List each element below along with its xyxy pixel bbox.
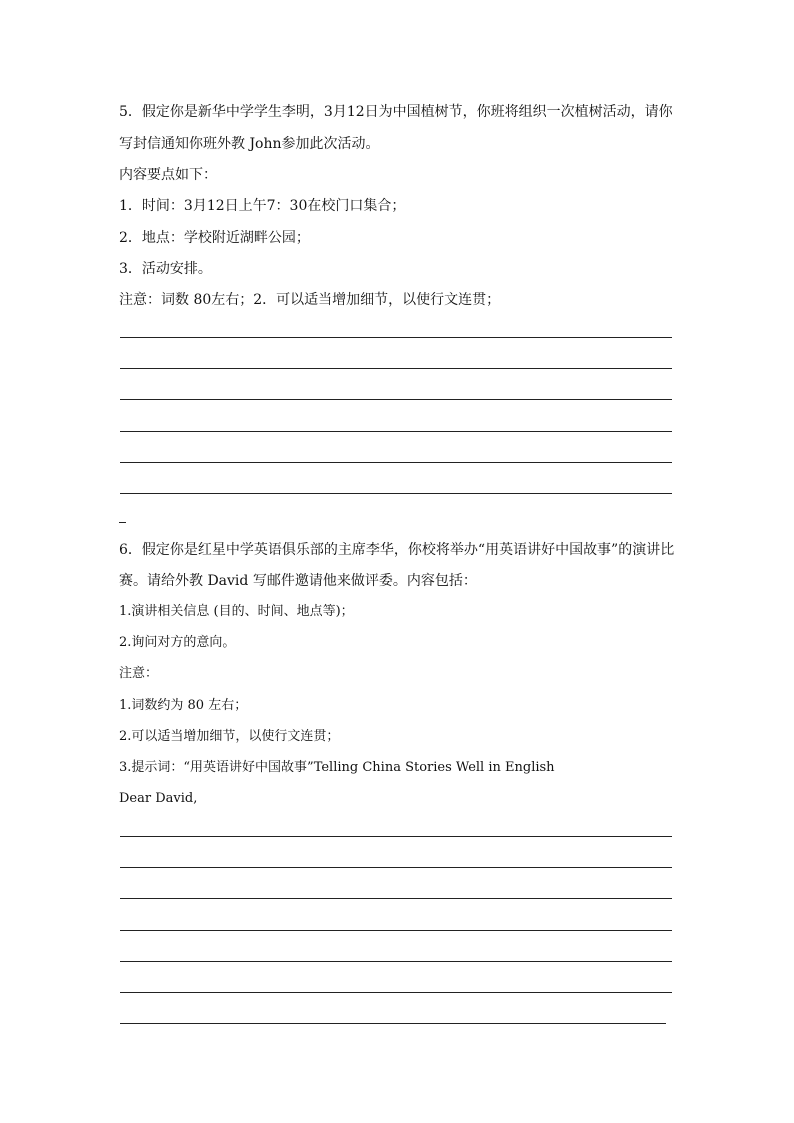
q6-answer-line[interactable] [120,836,672,837]
q6-answer-line[interactable] [120,1023,666,1024]
q6-answer-line[interactable] [120,930,672,931]
q5-answer-line[interactable] [120,431,672,432]
q5-answer-line[interactable] [120,337,672,338]
q6-salutation: Dear David, [119,791,198,806]
q5-answer-line[interactable] [120,462,672,463]
q5-prompt-line-1: 5．假定你是新华中学学生李明，3月12日为中国植树节，你班将组织一次植树活动，请你 [119,104,673,120]
q6-prompt-line-1: 6．假定你是红星中学英语俱乐部的主席李华，你校将举办“用英语讲好中国故事”的演讲比 [119,542,675,558]
q6-answer-line[interactable] [120,898,672,899]
q6-note-hint-words: 3.提示词：“用英语讲好中国故事”Telling China Stories Well in English [119,760,555,775]
separator-dash [119,522,126,523]
q6-item-ask-intention: 2.询问对方的意向。 [119,635,236,650]
q5-points-header: 内容要点如下： [119,167,217,183]
q5-point-time: 1．时间：3月12日上午7：30在校门口集合； [119,198,406,214]
q5-point-arrangement: 3．活动安排。 [119,261,212,277]
q5-prompt-line-2: 写封信通知你班外教 John参加此次活动。 [119,136,380,152]
q6-answer-line[interactable] [120,961,672,962]
q5-point-place: 2．地点：学校附近湖畔公园； [119,230,310,246]
q6-note-details: 2.可以适当增加细节，以使行文连贯； [119,729,340,744]
q6-note-header: 注意： [119,666,159,681]
q6-answer-line[interactable] [120,867,672,868]
q6-note-word-count: 1.词数约为 80 左右； [119,698,248,713]
q5-answer-line[interactable] [120,399,672,400]
q6-prompt-line-2: 赛。请给外教 David 写邮件邀请他来做评委。内容包括： [119,573,477,589]
q5-answer-line[interactable] [120,493,672,494]
q6-answer-line[interactable] [120,992,672,993]
q5-note: 注意：词数 80左右；2．可以适当增加细节，以使行文连贯； [119,292,501,308]
q6-item-speech-info: 1.演讲相关信息 (目的、时间、地点等)； [119,604,354,619]
q5-answer-line[interactable] [120,368,672,369]
